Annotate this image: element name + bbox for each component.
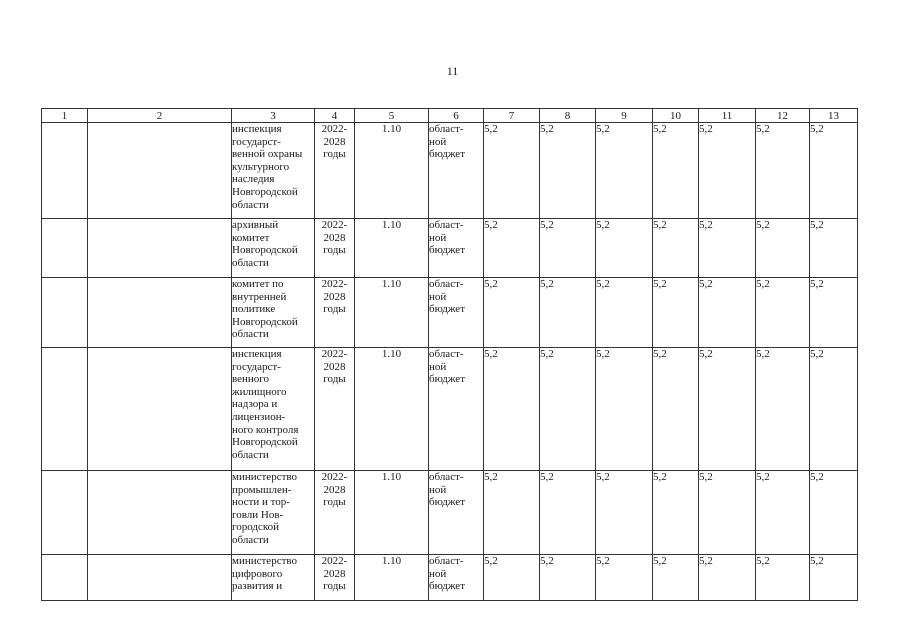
cell-col-1 <box>42 219 88 278</box>
cell-line: инспекция <box>232 123 282 135</box>
cell-line: лицензион- <box>232 410 286 423</box>
table-row <box>42 123 858 219</box>
cell-line: 2022- <box>321 278 348 290</box>
cell-line: государст- <box>232 360 281 373</box>
cell-line: инспекция <box>232 348 282 360</box>
header-cell: 11 <box>699 109 756 123</box>
cell-line: 2028 <box>323 360 346 373</box>
cell-line: бюджет <box>429 580 465 593</box>
cell-line: област- <box>429 471 464 483</box>
cell-line: министерство <box>232 555 298 567</box>
cell-line: бюджет <box>429 148 465 161</box>
cell-col-1 <box>42 348 88 471</box>
code-cell: 1.10 <box>355 555 429 601</box>
cell-line: наследия <box>232 173 275 186</box>
value-cell: 5,2 <box>653 471 699 555</box>
period-cell <box>315 278 355 348</box>
value-cell: 5,2 <box>699 471 756 555</box>
code-cell: 1.10 <box>355 123 429 219</box>
cell-line: ности и тор- <box>232 496 290 509</box>
header-cell: 13 <box>810 109 858 123</box>
cell-line: годы <box>323 496 346 509</box>
cell-line: внутренней <box>232 290 287 303</box>
value-cell: 5,2 <box>653 278 699 348</box>
cell-line: ной <box>429 567 447 580</box>
cell-line: годы <box>323 148 346 161</box>
header-cell: 12 <box>756 109 810 123</box>
source-cell <box>429 348 484 471</box>
value-cell: 5,2 <box>540 219 596 278</box>
period-cell <box>315 219 355 278</box>
value-cell: 5,2 <box>596 123 653 219</box>
value-cell: 5,2 <box>810 348 858 471</box>
table-row <box>42 348 858 471</box>
cell-line: говли Нов- <box>232 508 284 521</box>
period-cell <box>315 348 355 471</box>
cell-line: области <box>232 256 269 269</box>
table-row <box>42 219 858 278</box>
agency-name-cell <box>232 471 315 555</box>
cell-col-2 <box>88 471 232 555</box>
cell-line: област- <box>429 123 464 135</box>
cell-line: области <box>232 533 269 546</box>
value-cell: 5,2 <box>596 471 653 555</box>
value-cell: 5,2 <box>810 471 858 555</box>
cell-line: Новгородской <box>232 185 298 198</box>
cell-col-2 <box>88 348 232 471</box>
cell-line: области <box>232 328 269 341</box>
column-number-row <box>42 109 858 123</box>
value-cell: 5,2 <box>810 219 858 278</box>
cell-col-1 <box>42 471 88 555</box>
cell-line: годы <box>323 244 346 257</box>
cell-col-2 <box>88 278 232 348</box>
cell-line: годы <box>323 580 346 593</box>
table-row <box>42 555 858 601</box>
header-cell: 2 <box>88 109 232 123</box>
agency-name-cell <box>232 555 315 601</box>
period-cell <box>315 555 355 601</box>
header-cell: 7 <box>484 109 540 123</box>
value-cell: 5,2 <box>540 348 596 471</box>
value-cell: 5,2 <box>540 555 596 601</box>
cell-line: политике <box>232 303 276 316</box>
cell-line: 2028 <box>323 567 346 580</box>
cell-line: годы <box>323 373 346 386</box>
table-body <box>42 109 858 601</box>
cell-line: бюджет <box>429 244 465 257</box>
code-cell: 1.10 <box>355 348 429 471</box>
cell-line: 2022- <box>321 219 348 231</box>
cell-line: комитет по <box>232 278 284 290</box>
value-cell: 5,2 <box>699 123 756 219</box>
header-cell: 5 <box>355 109 429 123</box>
value-cell: 5,2 <box>653 219 699 278</box>
table-row <box>42 471 858 555</box>
value-cell: 5,2 <box>484 348 540 471</box>
cell-line: област- <box>429 278 464 290</box>
cell-line: комитет <box>232 231 270 244</box>
value-cell: 5,2 <box>596 219 653 278</box>
cell-line: 2022- <box>321 471 348 483</box>
source-cell <box>429 123 484 219</box>
cell-line: ной <box>429 483 447 496</box>
cell-col-1 <box>42 123 88 219</box>
cell-line: ной <box>429 360 447 373</box>
value-cell: 5,2 <box>540 123 596 219</box>
cell-line: област- <box>429 348 464 360</box>
cell-line: развития и <box>232 580 283 593</box>
cell-line: 2028 <box>323 135 346 148</box>
cell-line: государст- <box>232 135 281 148</box>
cell-col-2 <box>88 123 232 219</box>
cell-col-2 <box>88 555 232 601</box>
header-cell: 10 <box>653 109 699 123</box>
cell-line: культурного <box>232 160 290 173</box>
agency-name-cell <box>232 219 315 278</box>
agency-name-cell <box>232 123 315 219</box>
value-cell: 5,2 <box>699 348 756 471</box>
value-cell: 5,2 <box>756 219 810 278</box>
cell-line: венного <box>232 373 270 386</box>
cell-line: городской <box>232 521 280 534</box>
cell-line: годы <box>323 303 346 316</box>
cell-line: Новгородской <box>232 244 298 257</box>
header-cell: 8 <box>540 109 596 123</box>
code-cell: 1.10 <box>355 219 429 278</box>
cell-line: Новгородской <box>232 315 298 328</box>
cell-col-1 <box>42 278 88 348</box>
cell-line: 2028 <box>323 483 346 496</box>
value-cell: 5,2 <box>540 278 596 348</box>
period-cell <box>315 123 355 219</box>
cell-line: 2022- <box>321 348 348 360</box>
cell-line: ной <box>429 231 447 244</box>
cell-line: бюджет <box>429 303 465 316</box>
code-cell: 1.10 <box>355 278 429 348</box>
page-number: 11 <box>446 64 459 78</box>
value-cell: 5,2 <box>653 123 699 219</box>
cell-line: област- <box>429 219 464 231</box>
value-cell: 5,2 <box>484 278 540 348</box>
cell-line: архивный <box>232 219 279 231</box>
period-cell <box>315 471 355 555</box>
cell-line: бюджет <box>429 496 465 509</box>
value-cell: 5,2 <box>756 123 810 219</box>
cell-line: надзора и <box>232 398 278 411</box>
cell-line: област- <box>429 555 464 567</box>
value-cell: 5,2 <box>540 471 596 555</box>
value-cell: 5,2 <box>484 555 540 601</box>
value-cell: 5,2 <box>484 219 540 278</box>
cell-col-1 <box>42 555 88 601</box>
source-cell <box>429 219 484 278</box>
cell-line: ной <box>429 290 447 303</box>
cell-line: области <box>232 198 269 211</box>
value-cell: 5,2 <box>596 278 653 348</box>
value-cell: 5,2 <box>756 348 810 471</box>
code-cell: 1.10 <box>355 471 429 555</box>
value-cell: 5,2 <box>756 278 810 348</box>
value-cell: 5,2 <box>653 348 699 471</box>
header-cell: 4 <box>315 109 355 123</box>
cell-line: министерство <box>232 471 298 483</box>
source-cell <box>429 471 484 555</box>
cell-line: жилищного <box>232 385 287 398</box>
value-cell: 5,2 <box>810 555 858 601</box>
cell-line: ного контроля <box>232 423 299 436</box>
header-cell: 6 <box>429 109 484 123</box>
value-cell: 5,2 <box>810 123 858 219</box>
value-cell: 5,2 <box>484 123 540 219</box>
budget-table <box>41 108 858 601</box>
cell-line: бюджет <box>429 373 465 386</box>
value-cell: 5,2 <box>756 555 810 601</box>
value-cell: 5,2 <box>756 471 810 555</box>
value-cell: 5,2 <box>699 219 756 278</box>
header-cell: 1 <box>42 109 88 123</box>
agency-name-cell <box>232 348 315 471</box>
cell-line: Новгородской <box>232 436 298 449</box>
cell-col-2 <box>88 219 232 278</box>
cell-line: 2028 <box>323 231 346 244</box>
header-cell: 9 <box>596 109 653 123</box>
value-cell: 5,2 <box>484 471 540 555</box>
value-cell: 5,2 <box>653 555 699 601</box>
cell-line: ной <box>429 135 447 148</box>
cell-line: 2028 <box>323 290 346 303</box>
cell-line: 2022- <box>321 555 348 567</box>
cell-line: венной охраны <box>232 148 303 161</box>
source-cell <box>429 555 484 601</box>
value-cell: 5,2 <box>810 278 858 348</box>
table-row <box>42 278 858 348</box>
source-cell <box>429 278 484 348</box>
value-cell: 5,2 <box>596 348 653 471</box>
cell-line: цифрового <box>232 567 283 580</box>
value-cell: 5,2 <box>699 278 756 348</box>
cell-line: промышлен- <box>232 483 292 496</box>
cell-line: области <box>232 448 269 461</box>
cell-line: 2022- <box>321 123 348 135</box>
value-cell: 5,2 <box>699 555 756 601</box>
agency-name-cell <box>232 278 315 348</box>
value-cell: 5,2 <box>596 555 653 601</box>
header-cell: 3 <box>232 109 315 123</box>
